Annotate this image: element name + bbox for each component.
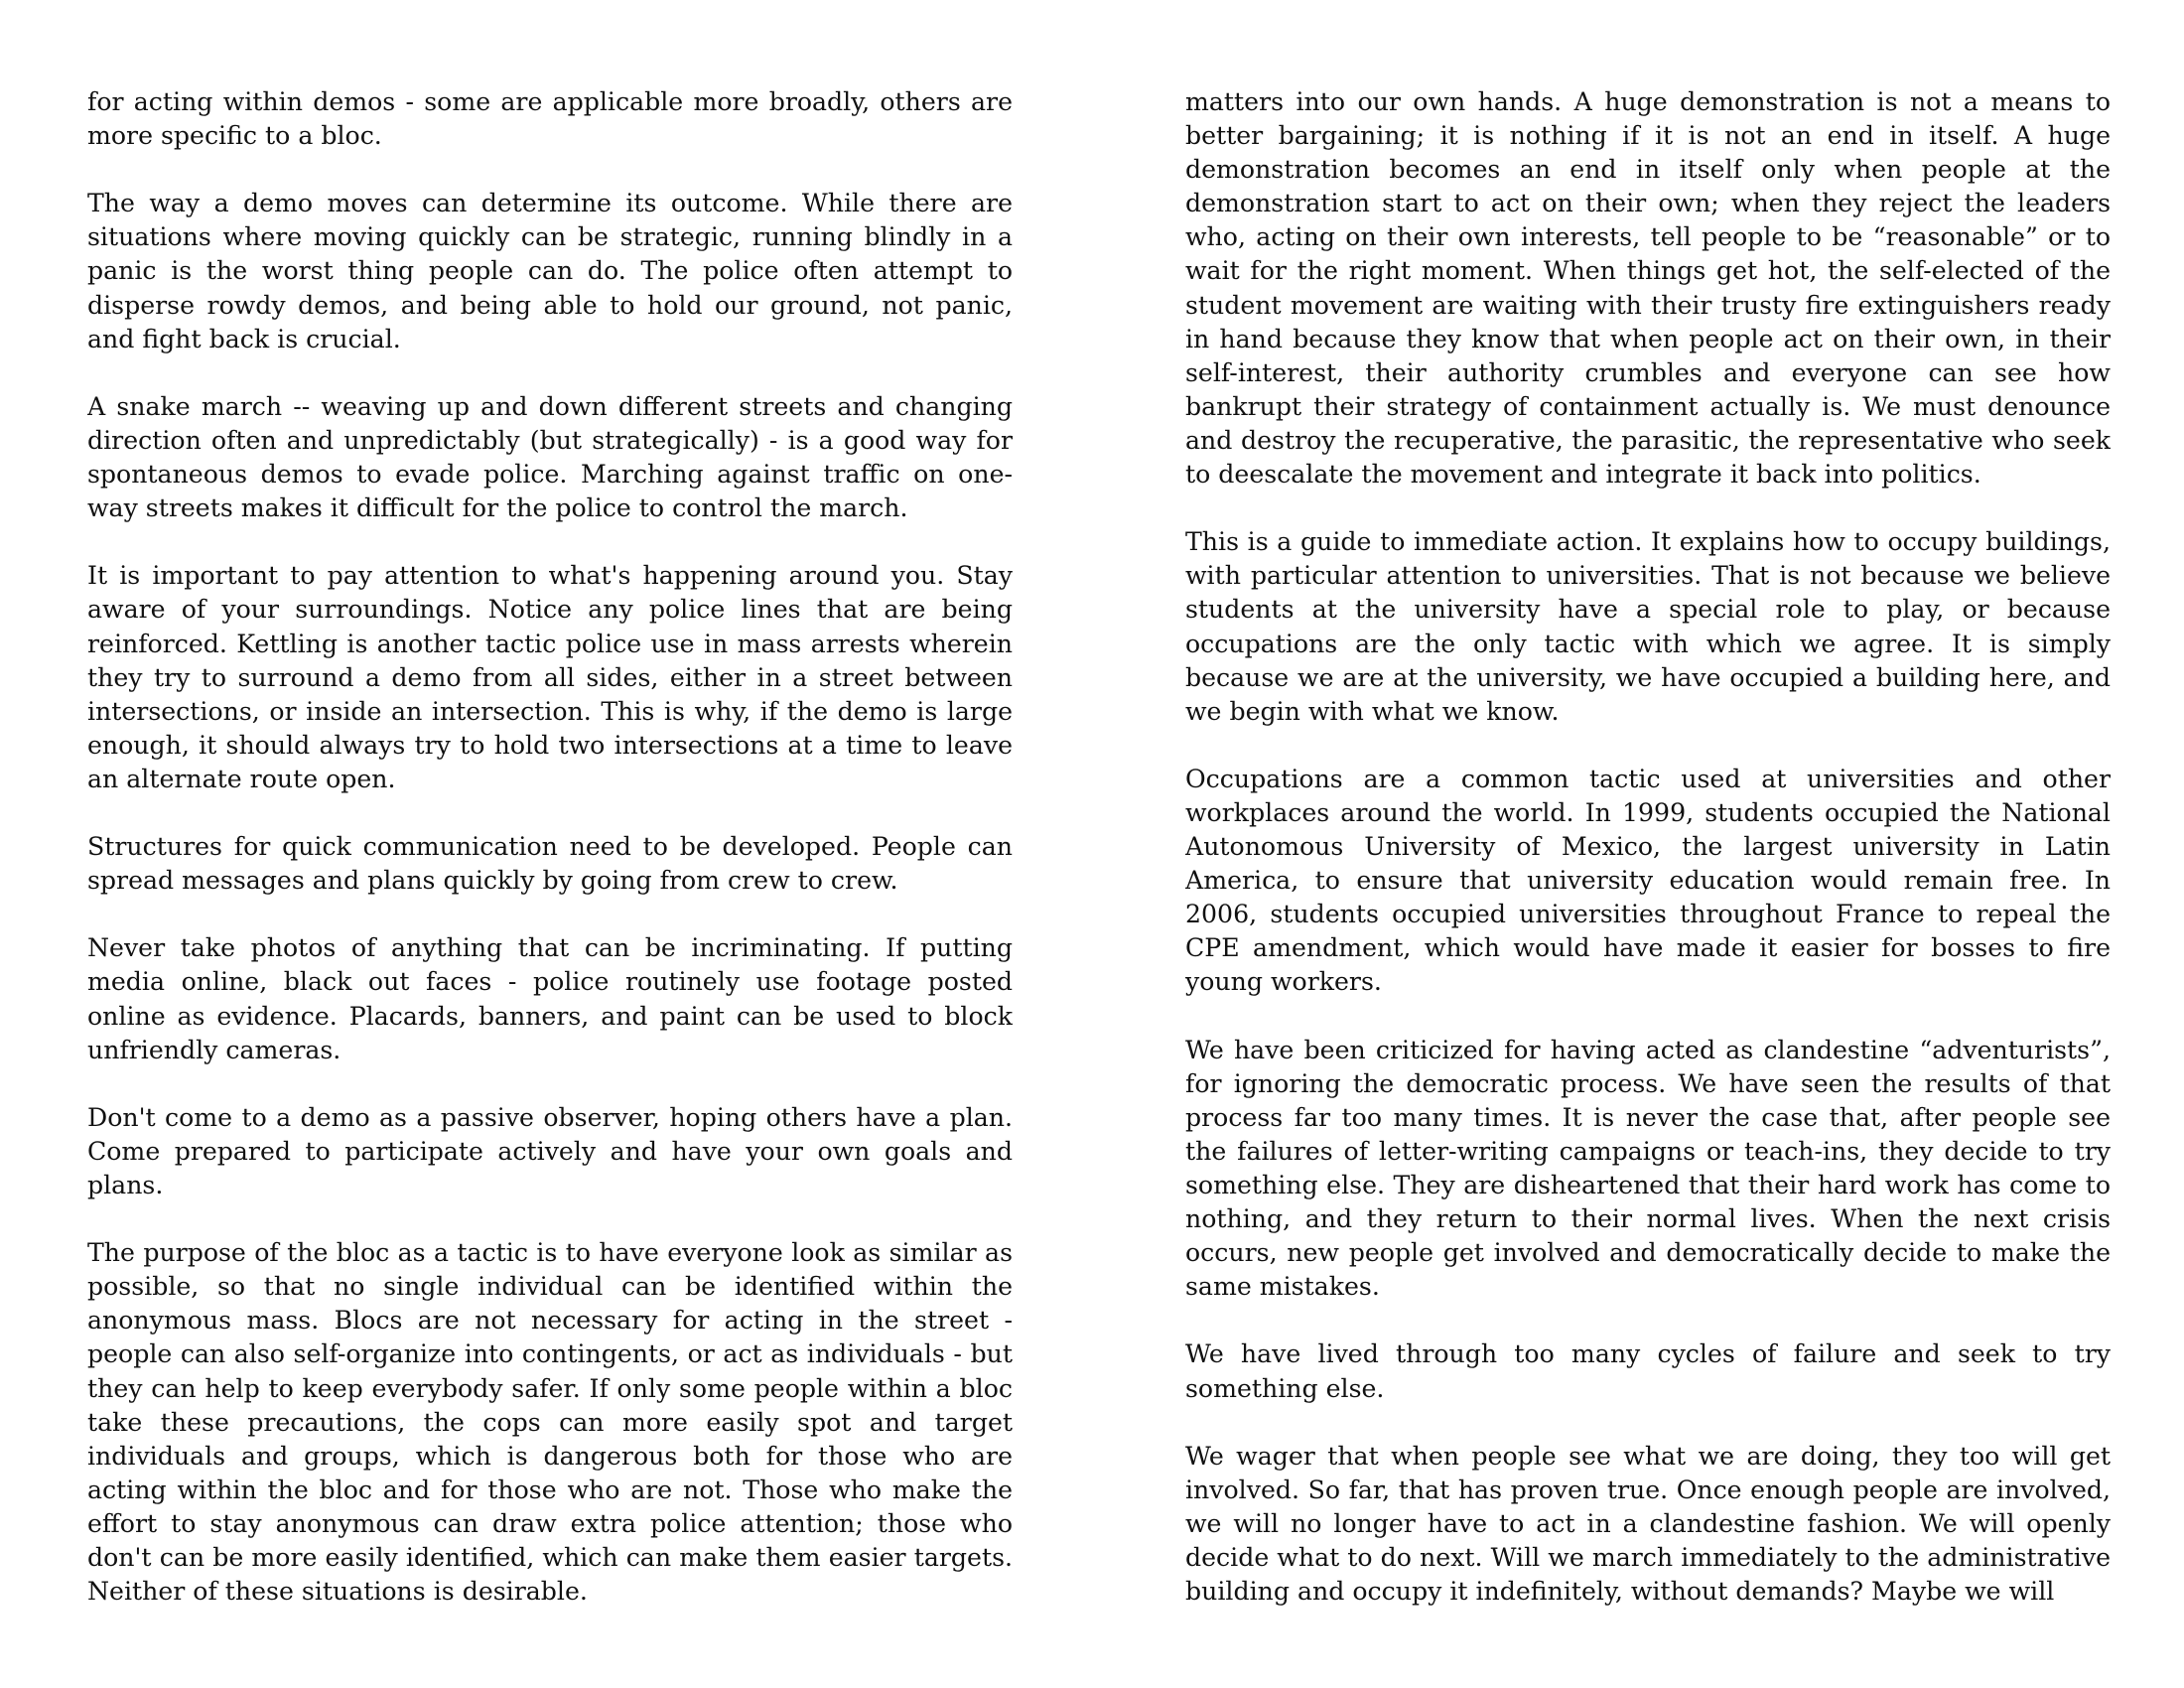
- left-paragraph-3: A snake march -- weaving up and down different streets and changing direction often and unpredictably (but strategically) - is a good way for spontaneous demos to evade police. Marching against traffic on one-way streets makes it difficult for the police to control the march.: [87, 391, 1013, 523]
- right-paragraph-3: Occupations are a common tactic used at universities and other workplaces around the world. In 1999, students occupied the National Autonomous University of Mexico, the largest university in Latin America, to ensure that university education would remain free. In 2006, students occupied universities throughout France to repeal the CPE amendment, which would have made it easier for bosses to fire young workers.: [1185, 764, 2111, 997]
- left-paragraph-4: It is important to pay attention to what's happening around you. Stay aware of your surroundings. Notice any police lines that are being reinforced. Kettling is another tactic police use in mass arrests wherein they try to surround a demo from all sides, either in a street between intersections, or inside an intersection. This is why, if the demo is large enough, it should always try to hold two intersections at a time to leave an alternate route open.: [87, 561, 1013, 793]
- right-paragraph-5: We have lived through too many cycles of failure and seek to try something else.: [1185, 1339, 2111, 1403]
- left-page: [87, 85, 1013, 1615]
- left-paragraph-5: Structures for quick communication need to be developed. People can spread messages and plans quickly by going from crew to crew.: [87, 832, 1013, 896]
- left-paragraph-8: The purpose of the bloc as a tactic is to have everyone look as similar as possible, so that no single individual can be identified within the anonymous mass. Blocs are not necessary for acting in the street - people can also self-organize into contingents, or act as individuals - but they can help to keep everybody safer. If only some people within a bloc take these precautions, the cops can more easily spot and target individuals and groups, which is dangerous both for those who are acting within the bloc and for those who are not. Those who make the effort to stay anonymous can draw extra police attention; those who don't can be more easily identified, which can make them easier targets. Neither of these situations is desirable.: [87, 1238, 1013, 1607]
- left-paragraph-1: for acting within demos - some are applicable more broadly, others are more specific to a bloc.: [87, 87, 1013, 151]
- right-page: [1185, 85, 2111, 1615]
- right-paragraph-1: matters into our own hands. A huge demonstration is not a means to better bargaining; it is nothing if it is not an end in itself. A huge demonstration becomes an end in itself only when people at the demonstration start to act on their own; when they reject the leaders who, acting on their own interests, tell people to be “reasonable” or to wait for the right moment. When things get hot, the self-elected of the student movement are waiting with their trusty fire extinguishers ready in hand because they know that when people act on their own, in their self-interest, their authority crumbles and everyone can see how bankrupt their strategy of containment actually is. We must denounce and destroy the recuperative, the parasitic, the representative who seek to deescalate the movement and integrate it back into politics.: [1185, 87, 2111, 490]
- right-paragraph-2: This is a guide to immediate action. It explains how to occupy buildings, with particular attention to universities. That is not because we believe students at the university have a special role to play, or because occupations are the only tactic with which we agree. It is simply because we are at the university, we have occupied a building here, and we begin with what we know.: [1185, 527, 2111, 726]
- left-paragraph-2: The way a demo moves can determine its outcome. While there are situations where moving quickly can be strategic, running blindly in a panic is the worst thing people can do. The police often attempt to disperse rowdy demos, and being able to hold our ground, not panic, and fight back is crucial.: [87, 189, 1013, 353]
- left-paragraph-7: Don't come to a demo as a passive observer, hoping others have a plan. Come prepared to participate actively and have your own goals and plans.: [87, 1102, 1013, 1199]
- right-paragraph-4: We have been criticized for having acted as clandestine “adventurists”, for ignoring the democratic process. We have seen the results of that process far too many times. It is never the case that, after people see the failures of letter-writing campaigns or teach-ins, they decide to try something else. They are disheartened that their hard work has come to nothing, and they return to their normal lives. When the next crisis occurs, new people get involved and democratically decide to make the same mistakes.: [1185, 1035, 2111, 1302]
- right-paragraph-6: We wager that when people see what we are doing, they too will get involved. So far, that has proven true. Once enough people are involved, we will no longer have to act in a clandestine fashion. We will openly decide what to do next. Will we march immediately to the administrative building and occupy it indefinitely, without demands? Maybe we will: [1185, 1441, 2111, 1607]
- left-paragraph-6: Never take photos of anything that can be incriminating. If putting media online, black out faces - police routinely use footage posted online as evidence. Placards, banners, and paint can be used to block unfriendly cameras.: [87, 933, 1013, 1064]
